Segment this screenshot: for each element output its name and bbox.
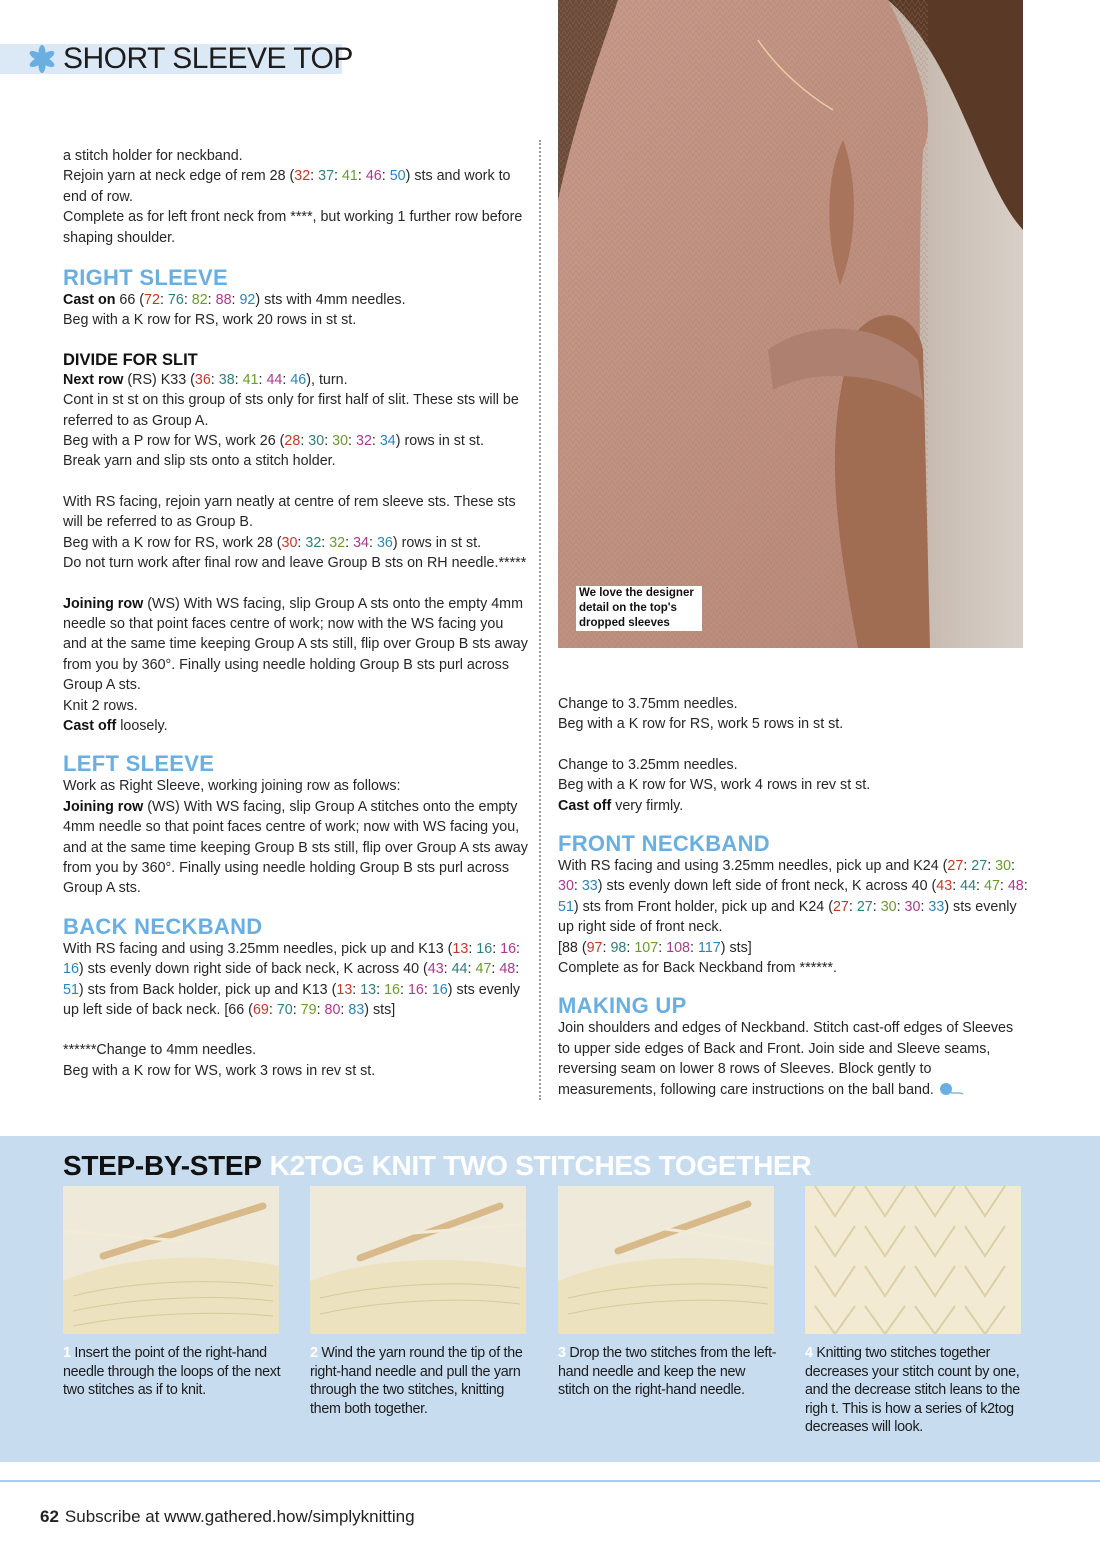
making-up-text: Join shoulders and edges of Neckband. Stitch cast-off edges of Sleeves to upper side edges of Back and Front. Join side and Sleeve seams, reversing seam on lower 8 rows of Sleeves. Block gently to measurements, following care instructions on the ball band. bbox=[558, 1020, 1014, 1098]
back-neckband-beg: Beg with a K row for WS, work 3 rows in rev st st. bbox=[63, 1062, 376, 1079]
step-caption-2: 2 Wind the yarn round the tip of the right-hand needle and pull the yarn through the two stitches, knitting them both together. bbox=[310, 1345, 523, 1417]
divide-cast-off: Cast off loosely. bbox=[63, 717, 168, 734]
front-neckband-complete: Complete as for Back Neckband from ******. bbox=[558, 960, 837, 977]
yarn-ball-icon bbox=[938, 1082, 964, 1096]
steps-divider bbox=[0, 1480, 1100, 1482]
step-caption-3: 3 Drop the two stitches from the left-hand needle and keep the new stitch on the right-hand needle. bbox=[558, 1345, 777, 1398]
front-neckband-heading: FRONT NECKBAND bbox=[558, 831, 770, 857]
back-neckband-heading: BACK NECKBAND bbox=[63, 913, 263, 939]
divide-beg-p: Beg with a P row for WS, work 26 (28: 30: 30: 32: 34) rows in st st. bbox=[63, 433, 484, 450]
photo-caption: We love the designer detail on the top's dropped sleeves bbox=[576, 586, 702, 631]
beg-325: Beg with a K row for WS, work 4 rows in rev st st. bbox=[558, 777, 871, 794]
front-neckband-text: With RS facing and using 3.25mm needles, pick up and K24 (27: 27: 30: 30: 33) sts evenly down left side of front neck, K across 40 (43: 44: 47: 48: 51) sts from Front holder, pick up and K24 (27: 27: 30: 30: 33) sts evenly up right side of front neck. bbox=[558, 858, 1028, 936]
steps-title bbox=[63, 1150, 811, 1182]
right-sleeve-beg: Beg with a K row for RS, work 20 rows in st st. bbox=[63, 312, 357, 329]
divide-next-row: Next row (RS) K33 (36: 38: 41: 44: 46), turn. bbox=[63, 371, 348, 388]
right-sleeve-heading: RIGHT SLEEVE bbox=[63, 265, 228, 291]
change-375: Change to 3.75mm needles. bbox=[558, 696, 738, 712]
divide-knit2: Knit 2 rows. bbox=[63, 697, 138, 714]
change-325: Change to 3.25mm needles. bbox=[558, 756, 738, 773]
beg-375: Beg with a K row for RS, work 5 rows in st st. bbox=[558, 716, 844, 733]
left-sleeve-work-as: Work as Right Sleeve, working joining row as follows: bbox=[63, 778, 401, 795]
page-number: 62 bbox=[40, 1507, 59, 1526]
step-photo-4 bbox=[805, 1186, 1021, 1334]
intro-rejoin: Rejoin yarn at neck edge of rem 28 (32: 37: 41: 46: 50) sts and work to end of row. bbox=[63, 168, 511, 205]
left-sleeve-joining-row: Joining row (WS) With WS facing, slip Group A stitches onto the empty 4mm needle so that point faces centre of work; now with WS facing you, and at the same time keeping Group B sts still, flip over Group A sts away from you by 360°. Finally using needle holding Group B sts purl across Group A sts. bbox=[63, 798, 528, 897]
intro-complete: Complete as for left front neck from ****, but working 1 further row before shaping shoulder. bbox=[63, 209, 523, 246]
subscribe-link[interactable]: Subscribe at www.gathered.how/simplyknitting bbox=[64, 1507, 415, 1526]
steps-title-technique: K2TOG KNIT TWO STITCHES TOGETHER bbox=[269, 1150, 812, 1181]
model-photo bbox=[558, 0, 1023, 648]
step-caption-1: 1 Insert the point of the right-hand needle through the loops of the next two stitches as if to knit. bbox=[63, 1345, 281, 1398]
footer bbox=[40, 1507, 415, 1527]
back-neckband-text: With RS facing and using 3.25mm needles, pick up and K13 (13: 16: 16: 16) sts evenly down right side of back neck, K across 40 (43: 44: 47: 48: 51) sts from Back holder, pick up and K13 (13: 13: 16: 16: 16) sts evenly up left side of back neck. [66 (69: 70: 79: 80: 83) sts] bbox=[63, 940, 521, 1018]
divide-cont: Cont in st st on this group of sts only for first half of slit. These sts will be referred to as Group A. bbox=[63, 392, 519, 429]
divide-joining-row: Joining row (WS) With WS facing, slip Group A sts onto the empty 4mm needle so that point faces centre of work; now with the WS facing you and at the same time keeping Group A sts still, flip over Group B sts away from you by 360°. Finally using needle holding Group B sts purl across Group A sts. bbox=[63, 595, 528, 694]
step-photo-1 bbox=[63, 1186, 279, 1334]
page-title: SHORT SLEEVE TOP bbox=[63, 42, 353, 75]
steps-title-label: STEP-BY-STEP bbox=[63, 1150, 262, 1181]
left-sleeve-heading: LEFT SLEEVE bbox=[63, 751, 215, 777]
divide-break: Break yarn and slip sts onto a stitch holder. bbox=[63, 453, 336, 470]
back-neckband-change: ******Change to 4mm needles. bbox=[63, 1042, 257, 1059]
divide-heading: DIVIDE FOR SLIT bbox=[63, 350, 198, 369]
intro-line: a stitch holder for neckband. bbox=[63, 148, 243, 164]
step-photo-3 bbox=[558, 1186, 774, 1334]
flower-icon bbox=[28, 44, 56, 74]
making-up-heading: MAKING UP bbox=[558, 993, 687, 1019]
right-sleeve-cast-on: Cast on 66 (72: 76: 82: 88: 92) sts with 4mm needles. bbox=[63, 292, 406, 309]
column-divider bbox=[539, 140, 541, 1100]
right-column bbox=[558, 694, 1028, 1100]
step-photo-2 bbox=[310, 1186, 526, 1334]
divide-rejoin: With RS facing, rejoin yarn neatly at centre of rem sleeve sts. These sts will be referred to as Group B. bbox=[63, 493, 516, 531]
step-caption-4: 4 Knitting two stitches together decreases your stitch count by one, and the decrease stitch leans to the righ t. This is how a series of k2tog decreases will look. bbox=[805, 1345, 1020, 1435]
left-column bbox=[63, 146, 528, 1081]
divide-beg-k: Beg with a K row for RS, work 28 (30: 32: 32: 34: 36) rows in st st. bbox=[63, 534, 482, 551]
front-neckband-total: [88 (97: 98: 107: 108: 117) sts] bbox=[558, 939, 752, 956]
divide-donot: Do not turn work after final row and leave Group B sts on RH needle.***** bbox=[63, 555, 527, 572]
cast-off-firmly: Cast off very firmly. bbox=[558, 797, 684, 814]
